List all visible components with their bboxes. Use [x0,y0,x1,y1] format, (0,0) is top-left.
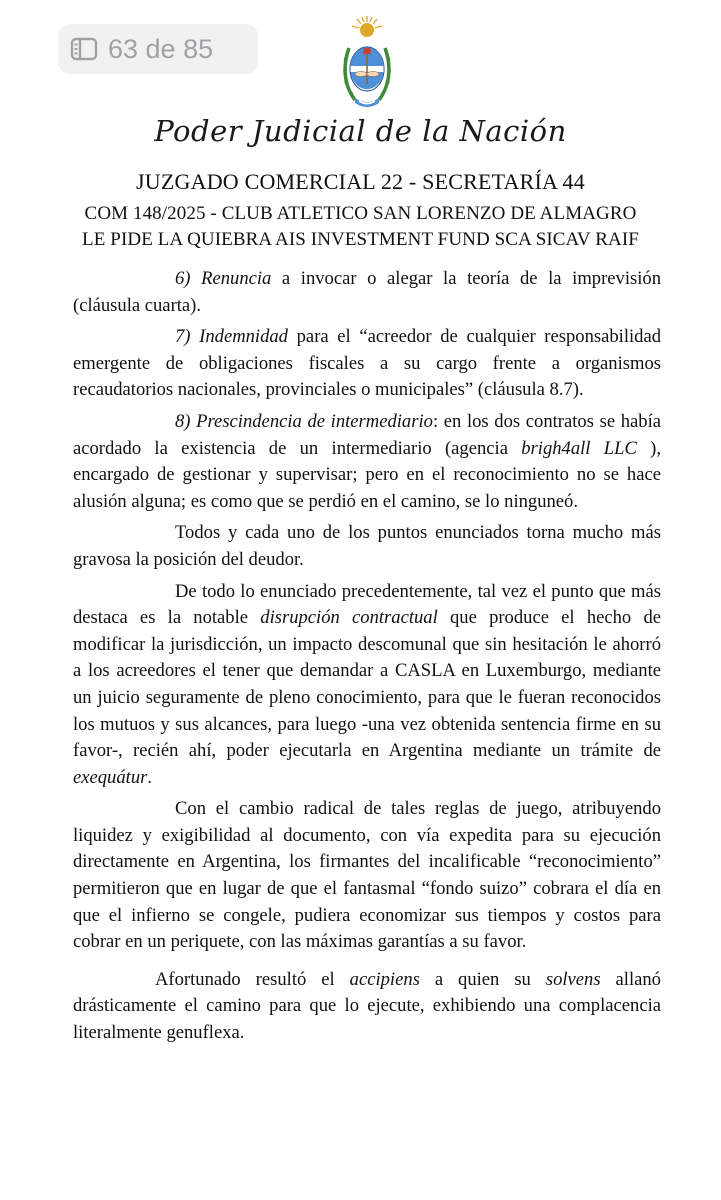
case-caption-line-2: LE PIDE LA QUIEBRA AIS INVESTMENT FUND SCA SICAV RAIF [82,229,639,250]
paragraph-text: a quien su [419,968,546,990]
italic-term: accipiens [349,968,420,990]
italic-term: disrupción contractual [260,607,438,629]
paragraph-disruption [73,579,661,792]
italic-term: exequátur [73,766,148,788]
page-counter-pill[interactable] [58,24,258,74]
paragraph-rules-change: Con el cambio radical de tales reglas de juego, atribuyendo liquidez y exigibilidad al documento, con vía expedita para su ejecución directamente en Argentina, los firmantes del incalificable “reconocimiento” permitieron que en lugar de que el fantasmal “fondo suizo” cobrara el día en que el infierno se congele, pudiera economizar sus tiempos y costos para cobrar en un periquete, con las máximas garantías a su favor. [73,798,661,953]
paragraph-text: que produce el hecho de modificar la jurisdicción, un impacto descomunal que sin hesitación le ahorró a los acreedores el tener que demandar a CASLA en Luxemburgo, mediante un juicio seguramente de pleno conocimiento, para que le fueran reconocidos los mutuos y sus alcances, para luego -una vez obtenida sentencia firme en su favor-, recién ahí, poder ejecutarla en Argentina mediante un trámite de [73,607,661,762]
paragraph-text: . [147,766,153,788]
paragraph-text: De todo lo enunciado precedentemente, tal vez el punto que más destaca es la notable [73,580,661,629]
item-term: Indemnidad [199,326,288,348]
italic-term: solvens [545,968,601,990]
item-number: 7) [175,326,191,348]
paragraph-8 [73,409,661,515]
court-name: Poder Judicial de la Nación [154,114,567,148]
item-text: : en los dos contratos se había acordado la existencia de un intermediario (agencia [73,410,661,459]
item-text: a invocar o alegar la teoría de la imprevisión (cláusula cuarta). [73,268,661,316]
paragraph-text: Afortunado resultó el [155,968,350,990]
document-body [73,266,661,1047]
paragraph-7 [73,324,661,404]
paragraph-summary: Todos y cada uno de los puntos enunciados torna mucho más gravosa la posición del deudor. [73,522,661,570]
item-term: Renuncia [201,268,272,289]
case-caption-line-1: COM 148/2025 - CLUB ATLETICO SAN LORENZO DE ALMAGRO [84,203,637,224]
item-number: 6) [175,268,191,289]
item-term: Prescindencia de intermediario [196,410,433,432]
paragraph-accipiens [73,967,661,1047]
item-text: ), encargado de gestionar y supervisar; pero en el reconocimiento no se hace alusión alguna; es como que se perdió en el camino, se lo ninguneó. [73,437,661,512]
sun-emblem [352,16,382,37]
page-counter-text: 63 de 85 [108,33,214,64]
item-text: para el “acreedor de cualquier responsabilidad emergente de obligaciones fiscales a su cargo frente a organismos recaudatorios nacionales, provinciales o municipales” (cláusula 8.7). [73,326,661,401]
court-title: JUZGADO COMERCIAL 22 - SECRETARÍA 44 [136,169,585,194]
item-number: 8) [175,410,191,432]
agency-name: brigh4all LLC [521,437,637,459]
national-coat-of-arms [337,14,397,114]
sidebar-page-icon [70,37,98,61]
paragraph-6 [73,266,661,319]
paragraph-text: allanó drásticamente el camino para que lo ejecute, exhibiendo una complacencia literalmente genuflexa. [73,968,661,1044]
